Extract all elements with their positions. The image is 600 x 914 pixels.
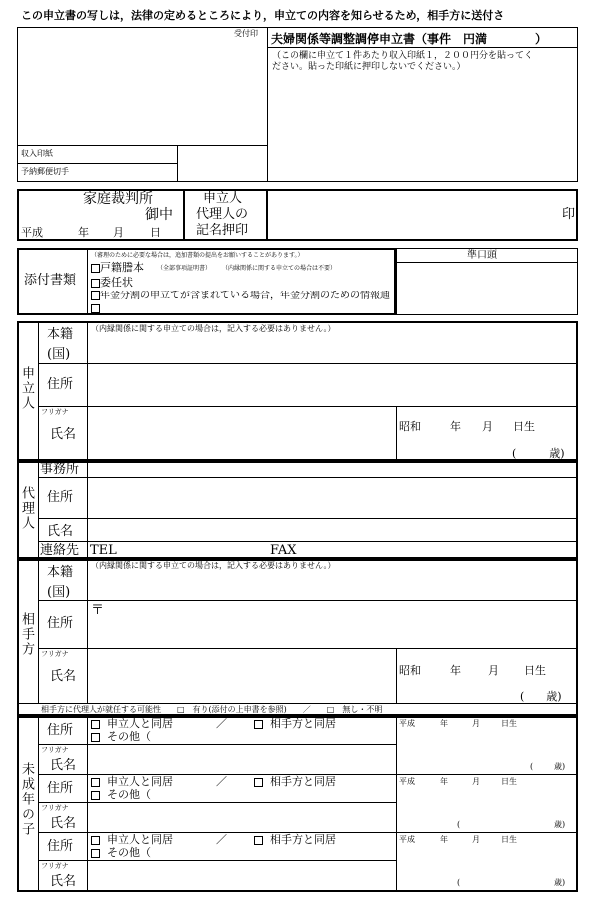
child1-age-open: ( (530, 762, 534, 771)
child2-furigana-label: フリガナ (41, 804, 69, 812)
oral-label: 準口頭 (467, 250, 497, 261)
applicant-birth-month: 月 (482, 420, 493, 433)
applicant-honseki-note: （内縁関係に関する申立ての場合は，記入する必要はありません。） (91, 324, 336, 333)
child1-furigana-label: フリガナ (41, 746, 69, 754)
applicant-section (17, 321, 578, 461)
child1-birth-era: 平成 (399, 719, 415, 728)
child2-address-label: 住所 (47, 781, 74, 796)
checkbox-icon[interactable] (91, 791, 100, 800)
child1-opt-applicant: 申立人と同居 (91, 718, 173, 729)
respondent-agent-line: 相手方に代理人が就任する可能性 □ 有り(添付の上申書を参照) ／ □ 無し・不明 (41, 705, 383, 714)
child2-birth-month: 月 (472, 777, 480, 786)
court-name: 家庭裁判所 (83, 191, 153, 207)
checkbox-icon[interactable] (91, 778, 100, 787)
agent-fax-label: FAX (270, 543, 297, 558)
respondent-birth-era: 昭和 (399, 664, 421, 677)
child3-birth-era: 平成 (399, 835, 415, 844)
checkbox-icon[interactable] (91, 836, 100, 845)
form-title: 夫婦関係等調整調停申立書（事件 円満 ） (271, 32, 548, 46)
child2-slash: ／ (216, 775, 227, 788)
child1-birth-month: 月 (472, 719, 480, 728)
seal-mark: 印 (562, 207, 576, 222)
child2-opt-other: その他（ (91, 789, 151, 800)
checkbox-icon[interactable] (254, 778, 263, 787)
child3-age-open: ( (457, 878, 461, 887)
applicant-name-label: 氏名 (50, 427, 77, 442)
child3-name-label: 氏名 (50, 874, 77, 889)
agent-office-label: 事務所 (40, 462, 80, 477)
child2-opt-applicant: 申立人と同居 (91, 776, 173, 787)
checkbox-icon[interactable] (91, 849, 100, 858)
agent-address-label: 住所 (47, 490, 74, 505)
child3-birth-month: 月 (472, 835, 480, 844)
received-stamp-label: 受付印 (234, 29, 258, 38)
applicant-agent-label-3: 記名押印 (196, 223, 249, 238)
child1-opt-respondent: 相手方と同居 (254, 718, 336, 729)
child2-birth-day: 日生 (501, 777, 517, 786)
child3-opt-applicant: 申立人と同居 (91, 834, 173, 845)
respondent-honseki-label: 本籍 (47, 565, 74, 580)
checkbox-icon[interactable] (91, 733, 100, 742)
children-section-label: 未成年の子 (19, 762, 34, 837)
child1-age-close: 歳) (554, 762, 566, 771)
applicant-birth-day: 日生 (513, 420, 535, 433)
child3-furigana-label: フリガナ (41, 862, 69, 870)
applicant-address-label: 住所 (47, 377, 74, 392)
agent-contact-label: 連絡先 (40, 543, 80, 558)
child1-opt-other: その他（ (91, 731, 151, 742)
attach-item-4 (91, 304, 100, 314)
respondent-age: ( 歳) (520, 690, 562, 703)
applicant-honseki-label: 本籍 (47, 327, 74, 342)
checkbox-icon[interactable] (91, 720, 100, 729)
attach-item-1-note: （内縁関係に関する申立ての場合は不要） (222, 265, 337, 272)
top-notice: この申立書の写しは，法律の定めるところにより，申立ての内容を知らせるため，相手方に送付さ (21, 9, 505, 22)
respondent-postal-mark: 〒 (91, 603, 105, 618)
child2-name-label: 氏名 (50, 816, 77, 831)
checkbox-icon[interactable] (91, 304, 100, 313)
court-honorific: 御中 (145, 207, 173, 223)
attachments-note: （審理のために必要な場合は，追加書類の提出をお願いすることがあります。） (91, 252, 304, 259)
respondent-furigana-label: フリガナ (41, 650, 69, 658)
child2-opt-respondent: 相手方と同居 (254, 776, 336, 787)
child3-birth-year: 年 (440, 835, 448, 844)
date-year: 年 (78, 226, 89, 239)
checkbox-icon[interactable] (254, 720, 263, 729)
child1-address-label: 住所 (47, 723, 74, 738)
child3-address-label: 住所 (47, 839, 74, 854)
checkbox-icon[interactable] (91, 279, 100, 288)
attach-item-3: 年金分割の申立てが含まれている場合，年金分割のための情報通 (91, 291, 395, 301)
date-era: 平成 (21, 226, 43, 239)
stamp-note-line1: （この欄に申立て１件あたり収入印紙１，２００円分を貼ってく (272, 51, 534, 61)
respondent-address-label: 住所 (47, 616, 74, 631)
agent-name-label: 氏名 (47, 524, 74, 539)
child3-opt-respondent: 相手方と同居 (254, 834, 336, 845)
stamp-note-line2: ださい。貼った印紙に押印しないでください。） (272, 62, 466, 72)
child3-birth-day: 日生 (501, 835, 517, 844)
respondent-section (17, 559, 578, 716)
child2-birth-year: 年 (440, 777, 448, 786)
checkbox-icon[interactable] (254, 836, 263, 845)
attach-item-1-sub: （全部事項証明書） (157, 265, 212, 272)
attach-item-2: 委任状 (91, 277, 133, 288)
respondent-birth-year: 年 (450, 664, 461, 677)
child1-slash: ／ (216, 717, 227, 730)
child1-name-label: 氏名 (50, 758, 77, 773)
postage-stamp-label: 予納郵便切手 (21, 167, 69, 176)
applicant-age: ( 歳) (512, 447, 565, 460)
child2-age-open: ( (457, 820, 461, 829)
applicant-agent-label-2: 代理人の (196, 207, 249, 222)
respondent-birth-day: 日生 (524, 664, 546, 677)
child2-birth-era: 平成 (399, 777, 415, 786)
agent-tel-label: TEL (90, 543, 117, 558)
respondent-birth-month: 月 (488, 664, 499, 677)
date-day: 日 (150, 226, 161, 239)
respondent-section-label: 相手方 (19, 612, 34, 657)
applicant-birth-year: 年 (450, 420, 461, 433)
child1-birth-year: 年 (440, 719, 448, 728)
respondent-honseki-note: （内縁関係に関する申立ての場合は，記入する必要はありません。） (91, 561, 336, 570)
respondent-country-label: (国) (47, 585, 71, 600)
child3-slash: ／ (216, 833, 227, 846)
revenue-stamp-label: 収入印紙 (21, 149, 53, 158)
date-month: 月 (113, 226, 124, 239)
agent-section-label: 代理人 (19, 486, 34, 531)
child3-opt-other: その他（ (91, 847, 151, 858)
child1-birth-day: 日生 (501, 719, 517, 728)
applicant-furigana-label: フリガナ (41, 408, 69, 416)
respondent-name-label: 氏名 (50, 669, 77, 684)
checkbox-icon[interactable] (91, 264, 100, 273)
applicant-birth-era: 昭和 (399, 420, 421, 433)
child2-age-close: 歳) (554, 820, 566, 829)
attach-item-1: 戸籍謄本 (91, 262, 144, 273)
attachments-label: 添付書類 (24, 273, 77, 288)
applicant-agent-label-1: 申立人 (203, 191, 243, 206)
applicant-country-label: (国) (47, 347, 71, 362)
child3-age-close: 歳) (554, 878, 566, 887)
applicant-section-label: 申立人 (19, 366, 34, 411)
checkbox-icon[interactable] (91, 291, 100, 300)
